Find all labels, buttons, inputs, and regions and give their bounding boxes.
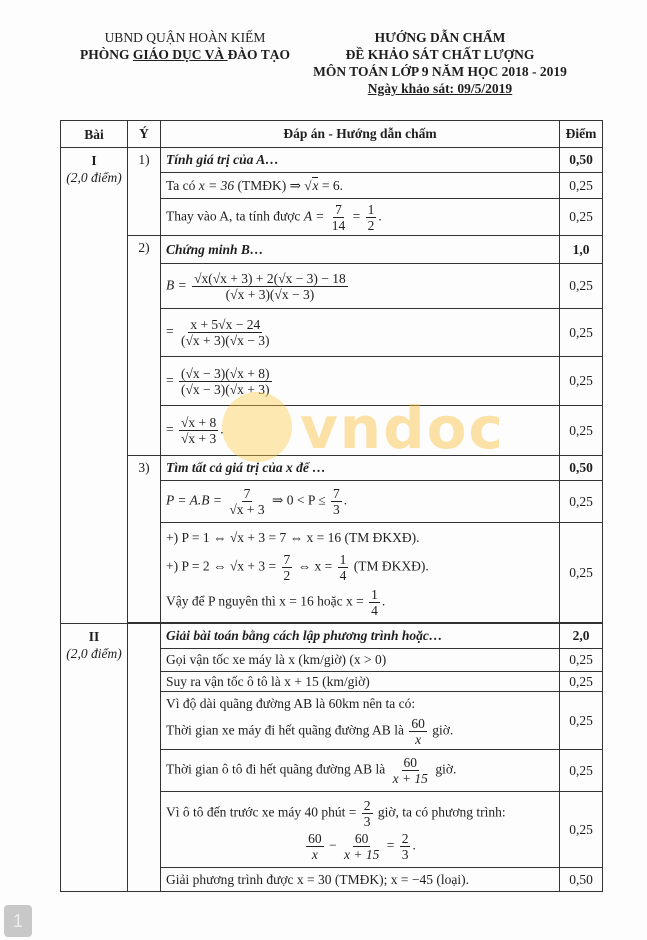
answer-cell: Ta có x = 36 (TMĐK) ⇒ √x = 6. xyxy=(161,173,560,199)
points: 0,25 xyxy=(560,649,603,672)
points: 0,25 xyxy=(560,406,603,456)
section-label: II (2,0 điểm) xyxy=(61,624,128,892)
points: 0,25 xyxy=(560,173,603,199)
points: 1,0 xyxy=(560,236,603,264)
answer-cell: +) P = 1 ⇔ √x + 3 = 7 ⇔ x = 16 (TM ĐKXĐ). +) P = 2 ⇔ √x + 3 = $\frac{7}{2}$ ⇔ x = $\frac{1}{4}$ (TM ĐKXĐ). Vậy để P nguyên thì x = 16 hoặc x = $\frac{1}{4}$ . xyxy=(161,523,560,623)
part-title: Tìm tất cả giá trị của x để … xyxy=(161,456,560,481)
office-line: PHÒNG GIÁO DỤC VÀ ĐÀO TẠO xyxy=(80,47,290,62)
answer-cell: Thay vào A, ta tính được A = $\frac{7}{14}$ = $\frac{1}{2}$ . xyxy=(161,199,560,236)
col-y: Ý xyxy=(128,121,161,148)
part-label: 3) xyxy=(128,456,161,623)
points: 0,25 xyxy=(560,264,603,309)
points: 0,50 xyxy=(560,456,603,481)
part-label xyxy=(128,624,161,892)
points: 0,25 xyxy=(560,792,603,868)
col-points: Điểm xyxy=(560,121,603,148)
answer-cell: Thời gian ô tô đi hết quãng đường AB là $\frac{60}{x + 15}$ giờ. xyxy=(161,750,560,792)
answer-cell: = $\frac{(√x - 3)(√x + 8)}{(√x - 3)(√x + 3)}$ xyxy=(161,357,560,406)
doc-title: HƯỚNG DẪN CHẤM xyxy=(374,30,506,45)
col-bai: Bài xyxy=(61,121,128,148)
points: 2,0 xyxy=(560,624,603,649)
answer-cell: Vì ô tô đến trước xe máy 40 phút = $\frac{2}{3}$ giờ, ta có phương trình: $\frac{60}{x}$ − $\frac{60}{x + 15}$ = $\frac{2}{3}$ . xyxy=(161,792,560,868)
part-label: 2) xyxy=(128,236,161,456)
points: 0,25 xyxy=(560,523,603,623)
section-label: I (2,0 điểm) xyxy=(61,148,128,624)
points: 0,25 xyxy=(560,481,603,523)
table-row xyxy=(61,456,603,481)
answer-cell: = $\frac{x + 5√x - 24}{(√x + 3)(√x - 3)}$ xyxy=(161,309,560,357)
answer-cell: B = $\frac{√x(√x + 3) + 2(√x - 3) - 18}{(√x + 3)(√x - 3)}$ xyxy=(161,264,560,309)
points: 0,50 xyxy=(560,868,603,892)
table-row xyxy=(61,236,603,264)
page-number-badge[interactable]: 1 xyxy=(4,905,32,937)
part-label: 1) xyxy=(128,148,161,236)
exam-date: Ngày khảo sát: 09/5/2019 xyxy=(367,81,513,96)
table-header xyxy=(61,121,603,148)
answer-cell: Giải phương trình được x = 30 (TMĐK); x = −45 (loại). xyxy=(161,868,560,892)
table-row xyxy=(61,624,603,649)
answer-cell: Suy ra vận tốc ô tô là x + 15 (km/giờ) xyxy=(161,672,560,692)
header-right xyxy=(300,29,580,97)
grading-table xyxy=(60,120,603,892)
points: 0,25 xyxy=(560,750,603,792)
points: 0,25 xyxy=(560,357,603,406)
part-title: Tính giá trị của A… xyxy=(161,148,560,173)
doc-subject: MÔN TOÁN LỚP 9 NĂM HỌC 2018 - 2019 xyxy=(313,64,567,79)
points: 0,50 xyxy=(560,148,603,173)
points: 0,25 xyxy=(560,672,603,692)
points: 0,25 xyxy=(560,309,603,357)
col-answer: Đáp án - Hướng dẫn chấm xyxy=(161,121,560,148)
part-title: Giải bài toán bằng cách lập phương trình hoặc… xyxy=(161,624,560,649)
points: 0,25 xyxy=(560,692,603,750)
doc-subtitle: ĐỀ KHẢO SÁT CHẤT LƯỢNG xyxy=(345,47,535,62)
header-left xyxy=(65,29,305,63)
watermark-text: vndoc xyxy=(300,394,505,462)
answer-cell: Vì độ dài quãng đường AB là 60km nên ta có: Thời gian xe máy đi hết quãng đường AB là $\frac{60}{x}$ giờ. xyxy=(161,692,560,750)
points: 0,25 xyxy=(560,199,603,236)
part-title: Chứng minh B… xyxy=(161,236,560,264)
department-line: UBND QUẬN HOÀN KIẾM xyxy=(104,30,266,45)
table-row xyxy=(61,148,603,173)
answer-cell: P = A.B = $\frac{7}{√x + 3}$ ⇒ 0 < P ≤ $\frac{7}{3}$ . xyxy=(161,481,560,523)
answer-cell: Gọi vận tốc xe máy là x (km/giờ) (x > 0) xyxy=(161,649,560,672)
answer-cell: = $\frac{√x + 8}{√x + 3}$ . xyxy=(161,406,560,456)
